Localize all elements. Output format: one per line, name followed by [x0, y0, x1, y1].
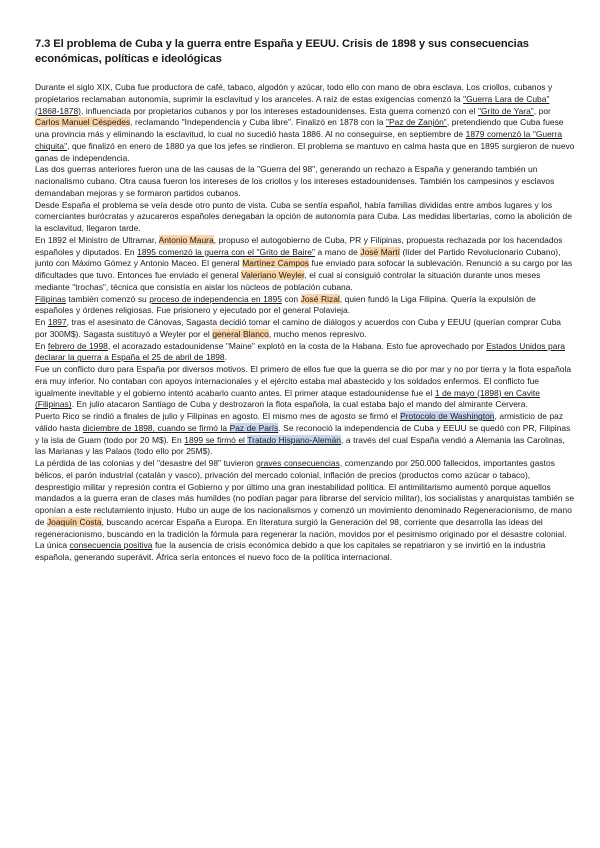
- text-segment: La pérdida de las colonias y del "desastre del 98" tuvieron: [35, 458, 257, 468]
- paragraph: [35, 164, 575, 199]
- highlighted-name: José Rizal: [300, 293, 340, 304]
- underlined-text: "Paz de Zanjón": [386, 117, 447, 128]
- paragraph: [35, 200, 575, 235]
- text-segment: fue enviado para sofocar la sublevación. Renunció a su cargo por las dificultades que tuvo. Entonces fue enviado el general: [35, 258, 573, 280]
- text-segment: , quien fundó la Liga Filipina. Quería la expulsión de españoles y órdenes religiosas. Fue prisionero y ejecutado por el general Polavieja.: [35, 293, 536, 316]
- document-title: 7.3 El problema de Cuba y la guerra entre España y EEUU. Crisis de 1898 y sus consecuencias económicas, políticas e ideológicas: [35, 38, 529, 65]
- paragraph: [35, 540, 575, 564]
- highlighted-treaty: Paz de París: [229, 422, 279, 433]
- text-segment: Puerto Rico se rindió a finales de julio y Filipinas en agosto. El mismo mes de agosto se firmó el: [35, 411, 401, 421]
- underlined-text: diciembre de 1898, cuando se firmó la: [82, 422, 230, 433]
- text-segment: , influenciada por propietarios cubanos y por los intereses estadounidenses. Esta guerra comenzó con el: [80, 105, 478, 116]
- text-segment: Fue un conflicto duro para España por diversos motivos. El primero de ellos fue que la guerra se dio por mar y no por tierra y la flota española era muy inferior. No contaban con apoyos internacionales y el ejército estaba mal abastecido y los soldados enfermos. El conflicto fue igualmente inevitable y el gobierno intentó acabarlo cuanto antes. El primer ataque estadounidense fue el: [35, 364, 572, 398]
- text-segment: Desde España el problema se veía desde otro punto de vista. Cuba se sentía español, había familias divididas entre ambos lugares y los comerciantes burócratas y azucareros españoles denegaban la opción de autonomía para Cuba. Las medidas libertarias, como la abolición de la esclavitud, llegaron tarde.: [35, 199, 572, 233]
- paragraph: [35, 235, 575, 294]
- highlighted-name: Antonio Maura: [158, 234, 214, 245]
- text-segment: . En julio atacaron Santiago de Cuba y destrozaron la flota española, la cual estaba bajo el mando del almirante Cervera.: [71, 399, 528, 410]
- text-segment: con: [281, 293, 301, 304]
- text-segment: fue la ausencia de crisis económica debido a que los capitales se repatriaron y se invirtió en la industria española, generando superávit. África sería entonces el nuevo foco de la política internacional.: [35, 540, 546, 562]
- highlighted-name: José Martí: [360, 246, 400, 257]
- text-segment: , reclamando "Independencia y Cuba libre". Finalizó en 1878 con la: [130, 117, 386, 128]
- underlined-text: Estados Unidos para declarar la guerra a España el 25 de abril de 1898: [35, 340, 565, 363]
- paragraph: [35, 294, 575, 318]
- underlined-text: 1879 comenzó la "Guerra chiquita": [35, 129, 563, 151]
- underlined-text: febrero de 1998: [47, 340, 108, 351]
- text-segment: , comenzando por 250.000 fallecidos, importantes gastos bélicos, el parón industrial (catalán y vasco), privación del mercado colonial, inflación de precios (productos como azúcar o tabaco), desprestigio militar y represión contra el Gobierno y por último una gran inestabilidad política. El antimilitarismo aumentó porque aquellos mandados a la guerra eran de clases más humildes (no podían pagar para librarse del servicio militar), los socialistas y anarquistas también se oponían a este reclutamiento injusto. Hubo un auge de los nacionalismos y comenzó un movimiento denominado Regeneracionismo, de mano de: [35, 458, 575, 527]
- text-segment: , por: [533, 105, 551, 116]
- underlined-text: "Grito de Yara": [477, 105, 534, 116]
- text-segment: , buscando acercar España a Europa. En literatura surgió la Generación del 98, corriente que desarrolla las ideas del regeneracionismo, buscando en la tradición la fórmula para regenerar la nación, movidos por el pesimismo originado por el desastre colonial.: [35, 516, 567, 539]
- text-segment: (líder del Partido Revolucionario Cubano), junto con Máximo Gómez y Antonio Maceo. El general: [35, 246, 561, 269]
- underlined-text: 1899 se firmó el: [184, 434, 248, 445]
- underlined-text: proceso de independencia en 1895: [149, 293, 282, 304]
- underlined-text: 1897: [47, 317, 67, 327]
- paragraph: [35, 341, 575, 365]
- text-segment: , pretendiendo que Cuba fuese una provincia más y eliminando la esclavitud, lo cual no sucedió hasta 1886. Al no conseguirse, en septiembre de: [35, 117, 564, 139]
- underlined-text: 1895 comenzó la guerra con el "Grito de Baire": [137, 246, 315, 257]
- text-segment: , armisticio de paz válido hasta: [35, 411, 564, 433]
- text-segment: En: [35, 340, 48, 351]
- highlighted-treaty: Protocolo de Washington: [400, 411, 495, 421]
- text-segment: Las dos guerras anteriores fueron una de las causas de la "Guerra del 98", generando un rechazo a España y generando también un nacionalismo cubano. Otra causa fueron los intereses de los criollos y los intereses estadounidenses. También los campesinos y esclavos demandaban mejoras y se formaron partidos cubanos.: [35, 164, 555, 198]
- paragraph: [35, 411, 575, 458]
- text-segment: , a través del cual España vendió a Alemania las Carolinas, las Marianas y las Palaos (todo ello por 25M$).: [35, 434, 565, 457]
- text-segment: , que finalizó en enero de 1880 ya que los jefes se rindieron. El problema se mantuvo en calma hasta que en 1895 surgieron de nuevo ganas de independencia.: [35, 140, 575, 163]
- text-segment: , el cual si consiguió controlar la situación durante unos meses mediante "trochas", técnica que consistía en aislar los núcleos de población cubana.: [35, 270, 541, 292]
- text-segment: .: [224, 352, 227, 363]
- text-segment: a mano de: [314, 246, 361, 257]
- underlined-text: consecuencia positiva: [69, 540, 153, 551]
- text-segment: , el acorazado estadounidense "Maine" explotó en la costa de la Habana. Esto fue aprovechado por: [107, 340, 487, 351]
- underlined-text: 1 de mayo (1898) en Cavite (Filipinas): [35, 387, 540, 410]
- paragraph: [35, 364, 575, 411]
- text-segment: , propuso el autogobierno de Cuba, PR y Filipinas, propuesta rechazada por los hacendados españoles y diputados. En: [35, 234, 563, 257]
- highlighted-name: Joaquín Costa: [46, 516, 102, 527]
- highlighted-name: general Blanco: [212, 328, 269, 339]
- text-segment: , mucho menos represivo.: [268, 328, 367, 339]
- document-body: [35, 82, 575, 564]
- text-segment: Durante el siglo XIX, Cuba fue productora de café, tabaco, algodón y azúcar, todo ello con mano de obra esclava. Los criollos, cubanos y propietarios reclamaban autonomía, suprimir la esclavitud y los aranceles. A raíz de estas exigencias comenzó la: [35, 82, 553, 104]
- text-segment: La única: [35, 540, 70, 551]
- highlighted-name: Carlos Manuel Céspedes: [35, 117, 131, 128]
- text-segment: también comenzó su: [65, 293, 150, 304]
- highlighted-treaty: Tratado Hispano-Alemán: [247, 434, 341, 445]
- text-segment: En: [35, 317, 48, 327]
- paragraph: [35, 458, 575, 540]
- text-segment: En 1892 el Ministro de Ultramar,: [35, 234, 159, 245]
- highlighted-name: Martínez Campos: [242, 258, 310, 269]
- underlined-text: Filipinas: [35, 293, 66, 304]
- underlined-text: "Guerra Lara de Cuba" (1868-1878): [35, 93, 550, 116]
- underlined-text: graves consecuencias: [256, 458, 340, 468]
- paragraph: [35, 82, 575, 164]
- text-segment: . Se reconoció la independencia de Cuba y EEUU se quedó con PR, Filipinas y la isla de Guam (todo por 20 M$). En: [35, 422, 571, 445]
- paragraph: [35, 317, 575, 341]
- text-segment: , tras el asesinato de Cánovas, Sagasta decidió tomar el camino de diálogos y acuerdos con Cuba y EEUU (querían comprar Cuba por 300M$). Sagasta sustituyó a Weyler por el: [35, 317, 561, 339]
- highlighted-name: Valeriano Weyler: [241, 270, 305, 280]
